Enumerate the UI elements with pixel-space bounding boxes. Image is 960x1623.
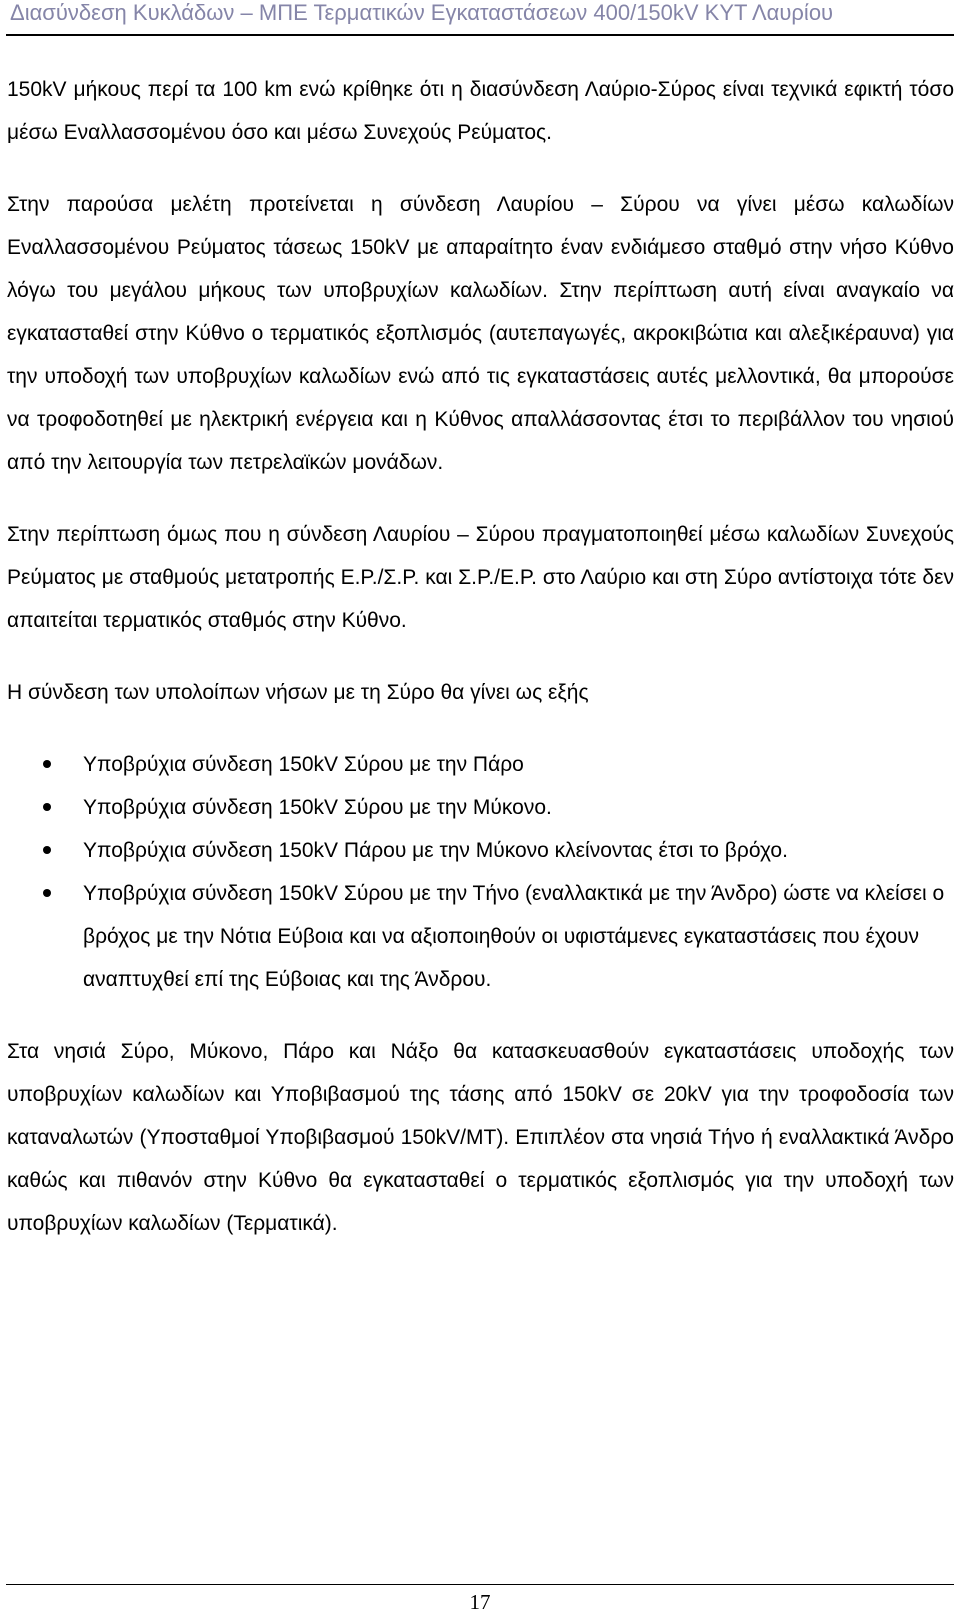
connections-bullet-list	[7, 743, 954, 1001]
bullet-icon	[43, 760, 51, 768]
paragraph-substations: Στα νησιά Σύρο, Μύκονο, Πάρο και Νάξο θα κατασκευασθούν εγκαταστάσεις υποδοχής των υποβρυχίων καλωδίων και Υποβιβασμού της τάσης από 150kV σε 20kV για την τροφοδοσία των καταναλωτών (Υποσταθμοί Υποβιβασμού 150kV/MT). Επιπλέον στα νησιά Τήνο ή εναλλακτικά Άνδρο καθώς και πιθανόν στην Κύθνο θα εγκατασταθεί ο τερματικός εξοπλισμός για την υποδοχή των υποβρυχίων καλωδίων (Τερματικά).	[7, 1040, 954, 1235]
list-item	[7, 829, 954, 872]
page-body	[7, 68, 954, 1245]
header-divider	[6, 34, 954, 36]
list-item	[7, 743, 954, 786]
list-item	[7, 786, 954, 829]
bullet-icon	[43, 846, 51, 854]
footer-divider	[6, 1584, 954, 1585]
paragraph-continuation: 150kV μήκους περί τα 100 km ενώ κρίθηκε ότι η διασύνδεση Λαύριο-Σύρος είναι τεχνικά εφικτή τόσο μέσω Εναλλασσομένου όσο και μέσω Συνεχούς Ρεύματος.	[7, 78, 954, 144]
page-number: 17	[469, 1590, 491, 1614]
bullet-icon	[43, 803, 51, 811]
bullet-icon	[43, 889, 51, 897]
paragraph-other-islands-intro: Η σύνδεση των υπολοίπων νήσων με τη Σύρο θα γίνει ως εξής	[7, 681, 589, 704]
list-item-text: Υποβρύχια σύνδεση 150kV Πάρου με την Μύκονο κλείνοντας έτσι το βρόχο.	[83, 839, 788, 862]
list-item-text: Υποβρύχια σύνδεση 150kV Σύρου με την Πάρο	[83, 753, 524, 776]
paragraph-ac-connection: Στην παρούσα μελέτη προτείνεται η σύνδεση Λαυρίου – Σύρου να γίνει μέσω καλωδίων Εναλλασσομένου Ρεύματος τάσεως 150kV με απαραίτητο έναν ενδιάμεσο σταθμό στην νήσο Κύθνο λόγω του μεγάλου μήκους των υποβρυχίων καλωδίων. Στην περίπτωση αυτή είναι αναγκαίο να εγκατασταθεί στην Κύθνο ο τερματικός εξοπλισμός (αυτεπαγωγές, ακροκιβώτια και αλεξικέραυνα) για την υποδοχή των υποβρυχίων καλωδίων ενώ από τις εγκαταστάσεις αυτές μελλοντικά, θα μπορούσε να τροφοδοτηθεί με ηλεκτρική ενέργεια και η Κύθνος απαλλάσσοντας έτσι το περιβάλλον του νησιού από την λειτουργία των πετρελαϊκών μονάδων.	[7, 193, 954, 474]
list-item	[7, 872, 954, 1001]
list-item-text: Υποβρύχια σύνδεση 150kV Σύρου με την Τήνο (εναλλακτικά με την Άνδρο) ώστε να κλείσει ο βρόχος με την Νότια Εύβοια και να αξιοποιηθούν οι υφιστάμενες εγκαταστάσεις που έχουν αναπτυχθεί επί της Εύβοιας και της Άνδρου.	[83, 882, 945, 991]
paragraph-dc-connection: Στην περίπτωση όμως που η σύνδεση Λαυρίου – Σύρου πραγματοποιηθεί μέσω καλωδίων Συνεχούς Ρεύματος με σταθμούς μετατροπής Ε.Ρ./Σ.Ρ. και Σ.Ρ./Ε.Ρ. στο Λαύριο και στη Σύρο αντίστοιχα τότε δεν απαιτείται τερματικός σταθμός στην Κύθνο.	[7, 523, 954, 632]
running-header: Διασύνδεση Κυκλάδων – ΜΠΕ Τερματικών Εγκαταστάσεων 400/150kV ΚΥΤ Λαυρίου	[10, 0, 834, 25]
list-item-text: Υποβρύχια σύνδεση 150kV Σύρου με την Μύκονο.	[83, 796, 552, 819]
